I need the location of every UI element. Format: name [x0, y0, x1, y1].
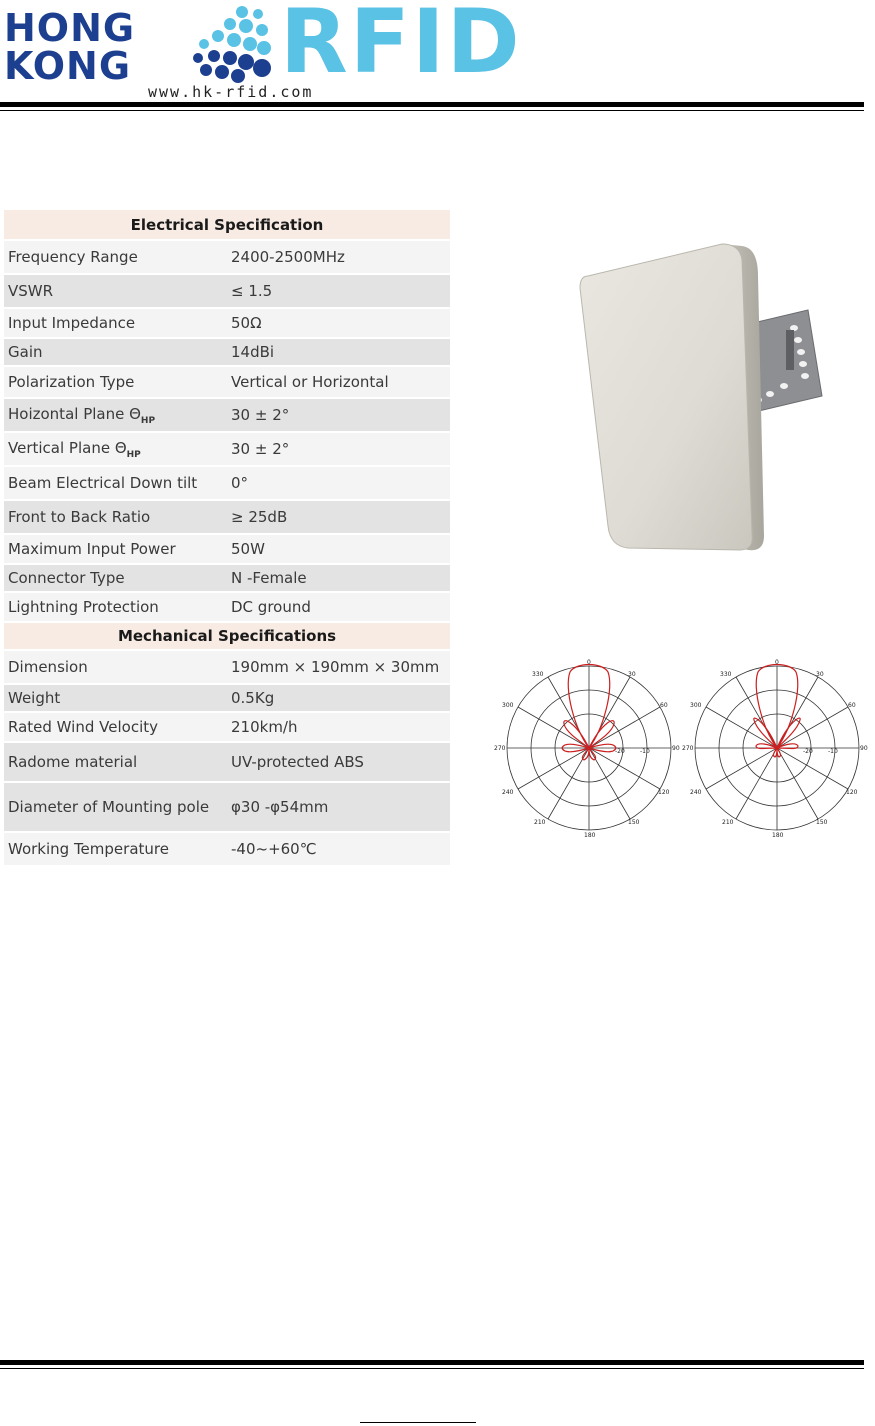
logo-text-hong: HONG: [4, 6, 136, 50]
table-row: [4, 564, 450, 592]
polar-label-210: 210: [534, 819, 546, 826]
table-row: [4, 534, 450, 564]
spec-value-polarization-type: Vertical or Horizontal: [227, 366, 450, 398]
table-row: [4, 712, 450, 742]
spec-value-dimension: 190mm × 190mm × 30mm: [227, 650, 450, 684]
header-rule-thick: [0, 102, 864, 107]
spec-value-input-impedance: 50Ω: [227, 308, 450, 338]
polar-ring-label-10: -10: [640, 748, 650, 755]
spec-label-working-temperature: Working Temperature: [4, 832, 227, 866]
spec-label-vswr: VSWR: [4, 274, 227, 308]
polar-ring-label-20: -20: [803, 748, 813, 755]
polar-label-60: 60: [660, 702, 668, 709]
polar-label-210: 210: [722, 819, 734, 826]
table-row: [4, 366, 450, 398]
table-row: [4, 742, 450, 782]
polar-label-300: 300: [502, 702, 514, 709]
spec-label-horizontal-plane-text: Hoizontal Plane Θ: [8, 404, 141, 423]
table-row: [4, 308, 450, 338]
spec-label-down-tilt: Beam Electrical Down tilt: [4, 466, 227, 500]
spec-label-connector-type: Connector Type: [4, 564, 227, 592]
polar-label-0: 0: [587, 659, 591, 666]
spec-value-connector-type: N -Female: [227, 564, 450, 592]
polar-label-120: 120: [658, 789, 670, 796]
table-row: [4, 592, 450, 622]
polar-ring-label-20: -20: [615, 748, 625, 755]
spec-value-gain: 14dBi: [227, 338, 450, 366]
spec-value-max-input-power: 50W: [227, 534, 450, 564]
spec-label-max-input-power: Maximum Input Power: [4, 534, 227, 564]
table-row: [4, 684, 450, 712]
polar-label-60: 60: [848, 702, 856, 709]
polar-label-240: 240: [502, 789, 514, 796]
polar-ring-label-10: -10: [828, 748, 838, 755]
page-number-line: [360, 1422, 476, 1423]
spec-label-wind-velocity: Rated Wind Velocity: [4, 712, 227, 742]
spec-value-wind-velocity: 210km/h: [227, 712, 450, 742]
table-row: [4, 500, 450, 534]
spec-label-radome-material: Radome material: [4, 742, 227, 782]
footer-rule-thin: [0, 1368, 864, 1369]
table-row: [4, 240, 450, 274]
spec-label-polarization-type: Polarization Type: [4, 366, 227, 398]
polar-label-180: 180: [772, 832, 784, 838]
spec-value-down-tilt: 0°: [227, 466, 450, 500]
spec-label-horizontal-plane: [4, 398, 227, 432]
spec-label-vertical-plane: [4, 432, 227, 466]
spec-value-vertical-plane: 30 ± 2°: [227, 432, 450, 466]
polar-label-300: 300: [690, 702, 702, 709]
spec-label-horizontal-plane-sub: HP: [140, 415, 156, 426]
spec-value-radome-material: UV-protected ABS: [227, 742, 450, 782]
company-logo: [4, 0, 522, 102]
logo-text-rfid: RFID: [280, 0, 522, 93]
antenna-product-image: [572, 236, 830, 556]
spec-table: [4, 210, 450, 867]
logo-url: www.hk-rfid.com: [148, 83, 314, 101]
table-row: [4, 466, 450, 500]
polar-label-150: 150: [628, 819, 640, 826]
polar-label-240: 240: [690, 789, 702, 796]
mechanical-header-row: [4, 622, 450, 650]
polar-label-330: 330: [532, 671, 544, 678]
spec-label-vertical-plane-text: Vertical Plane Θ: [8, 438, 127, 457]
radiation-pattern-horizontal: [494, 658, 684, 838]
spec-label-front-to-back: Front to Back Ratio: [4, 500, 227, 534]
spec-value-frequency-range: 2400-2500MHz: [227, 240, 450, 274]
table-row: [4, 338, 450, 366]
polar-label-90: 90: [860, 745, 868, 752]
table-row: [4, 832, 450, 866]
spec-value-lightning-protection: DC ground: [227, 592, 450, 622]
header-rule-thin: [0, 110, 864, 111]
logo-text-kong: KONG: [4, 44, 132, 88]
spec-value-working-temperature: -40~+60℃: [227, 832, 450, 866]
electrical-header-row: [4, 210, 450, 240]
spec-label-input-impedance: Input Impedance: [4, 308, 227, 338]
electrical-spec-title: Electrical Specification: [4, 210, 450, 240]
table-row: [4, 782, 450, 832]
logo-dots-icon: [190, 4, 272, 84]
spec-value-horizontal-plane: 30 ± 2°: [227, 398, 450, 432]
polar-label-330: 330: [720, 671, 732, 678]
spec-value-front-to-back: ≥ 25dB: [227, 500, 450, 534]
footer-rule-thick: [0, 1360, 864, 1365]
spec-label-lightning-protection: Lightning Protection: [4, 592, 227, 622]
spec-value-weight: 0.5Kg: [227, 684, 450, 712]
polar-label-270: 270: [494, 745, 506, 752]
polar-label-30: 30: [628, 671, 636, 678]
polar-label-90: 90: [672, 745, 680, 752]
table-row: [4, 398, 450, 432]
spec-label-frequency-range: Frequency Range: [4, 240, 227, 274]
polar-label-30: 30: [816, 671, 824, 678]
table-row: [4, 432, 450, 466]
polar-label-180: 180: [584, 832, 596, 838]
spec-label-dimension: Dimension: [4, 650, 227, 684]
spec-label-vertical-plane-sub: HP: [126, 449, 141, 460]
spec-label-mounting-pole: Diameter of Mounting pole: [4, 782, 227, 832]
polar-label-150: 150: [816, 819, 828, 826]
polar-label-120: 120: [846, 789, 858, 796]
spec-label-weight: Weight: [4, 684, 227, 712]
mechanical-spec-title: Mechanical Specifications: [4, 622, 450, 650]
spec-label-gain: Gain: [4, 338, 227, 366]
spec-value-mounting-pole: φ30 -φ54mm: [227, 782, 450, 832]
radiation-pattern-vertical: [682, 658, 872, 838]
table-row: [4, 274, 450, 308]
polar-label-270: 270: [682, 745, 694, 752]
spec-value-vswr: ≤ 1.5: [227, 274, 450, 308]
table-row: [4, 650, 450, 684]
polar-label-0: 0: [775, 659, 779, 666]
